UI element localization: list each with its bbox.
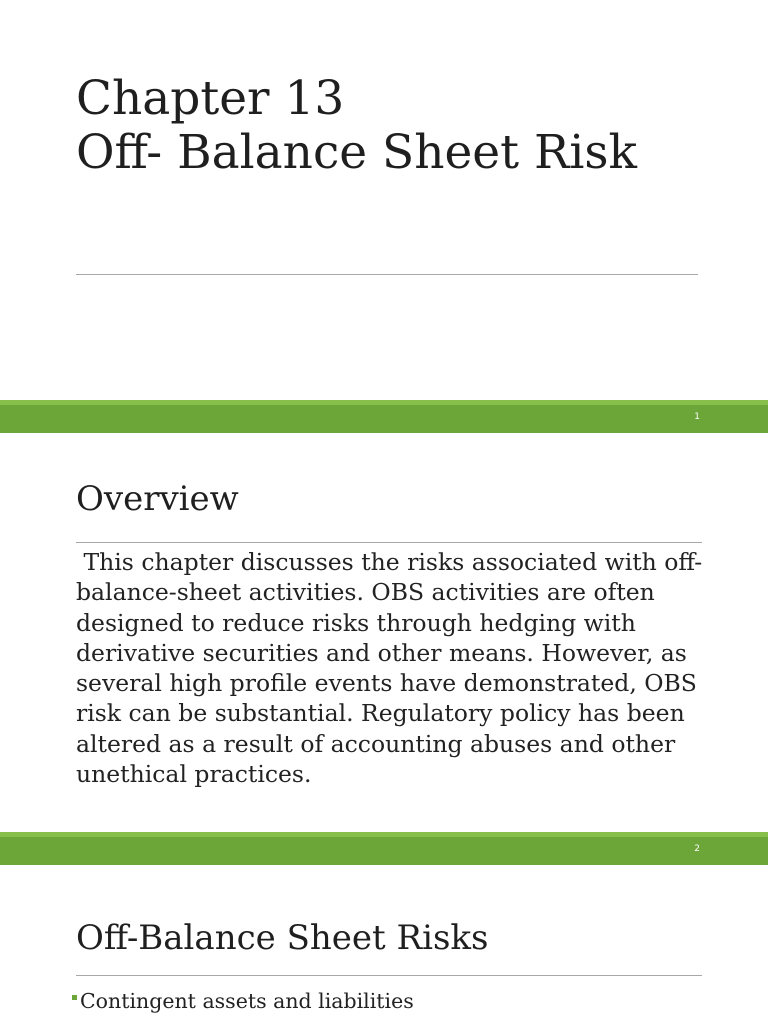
slide-2 — [0, 433, 768, 832]
section-heading: Off-Balance Sheet Risks — [76, 918, 489, 958]
bullet-text: Contingent assets and liabilities — [80, 989, 414, 1013]
title-line-1: Chapter 13 — [76, 71, 345, 126]
page-number: 1 — [694, 411, 700, 422]
bullet-item — [72, 987, 414, 1015]
square-bullet-icon — [72, 995, 77, 1000]
page-number: 2 — [694, 843, 700, 854]
slide-1-footer-band — [0, 400, 768, 433]
overview-paragraph: This chapter discusses the risks associated with off-balance-sheet activities. OBS activities are often designed to reduce risks through hedging with derivative securities and other means. However, as several high profile events have demonstrated, OBS risk can be substantial. Regulatory policy has been altered as a result of accounting abuses and other unethical practices. — [76, 548, 705, 789]
heading-divider — [76, 542, 702, 543]
slide-title — [76, 72, 637, 180]
band-highlight — [0, 400, 768, 405]
heading-divider — [76, 975, 702, 976]
section-heading: Overview — [76, 479, 239, 519]
title-line-2: Off- Balance Sheet Risk — [76, 125, 637, 180]
slide-2-footer-band — [0, 832, 768, 865]
title-divider — [76, 274, 698, 275]
slide-1 — [0, 0, 768, 400]
band-highlight — [0, 832, 768, 837]
